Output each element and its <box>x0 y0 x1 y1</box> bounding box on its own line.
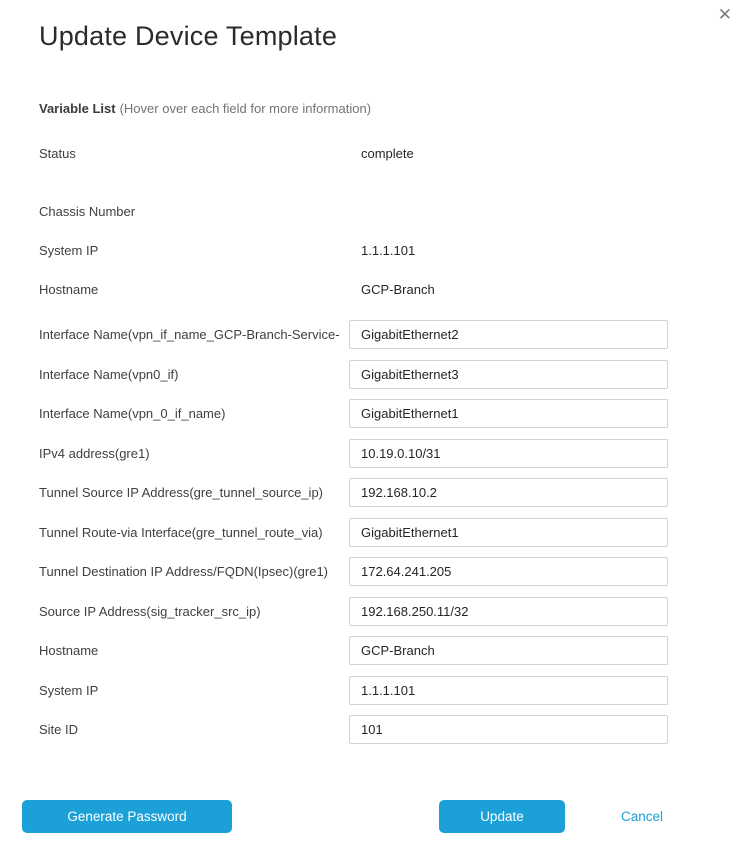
input-row-tunnel-route-via-interface <box>39 518 668 547</box>
input-row-site-id <box>39 715 668 744</box>
input-row-system-ip <box>39 676 668 705</box>
variable-list-heading: Variable List <box>39 101 116 116</box>
interface-name-service-vpn-input[interactable] <box>349 320 668 349</box>
static-row-system-ip <box>39 242 668 258</box>
variable-list-hint: (Hover over each field for more information) <box>119 101 372 116</box>
field-label: Site ID <box>39 722 79 737</box>
cancel-button[interactable]: Cancel <box>620 809 663 824</box>
field-value: GCP-Branch <box>361 281 435 297</box>
field-value: complete <box>361 145 414 161</box>
field-label: Hostname <box>39 643 99 658</box>
input-row-interface-name-service-vpn <box>39 320 668 349</box>
field-label: Tunnel Source IP Address(gre_tunnel_source_ip) <box>39 485 324 500</box>
system-ip-input[interactable] <box>349 676 668 705</box>
field-label: Source IP Address(sig_tracker_src_ip) <box>39 603 261 619</box>
generate-password-button[interactable]: Generate Password <box>22 800 232 833</box>
tunnel-route-via-interface-input[interactable] <box>349 518 668 547</box>
field-label: Interface Name(vpn_0_if_name) <box>39 406 226 421</box>
variable-list-header <box>0 101 752 116</box>
field-label: Tunnel Destination IP Address/FQDN(Ipsec)(gre1) <box>39 564 329 579</box>
field-label: IPv4 address(gre1) <box>39 445 150 461</box>
field-label: Interface Name(vpn0_if) <box>39 366 179 382</box>
field-label: Hostname <box>39 281 99 297</box>
input-row-interface-name-vpn-0-if-name <box>39 399 668 428</box>
field-label: Tunnel Route-via Interface(gre_tunnel_route_via) <box>39 524 323 540</box>
dialog-footer <box>0 800 752 833</box>
dialog-title: Update Device Template <box>39 21 338 51</box>
input-row-interface-name-vpn0-if <box>39 360 668 389</box>
site-id-input[interactable] <box>349 715 668 744</box>
hostname-input[interactable] <box>349 636 668 665</box>
source-ip-address-input[interactable] <box>349 597 668 626</box>
static-row-hostname <box>39 281 668 297</box>
field-label: Chassis Number <box>39 203 136 219</box>
variable-form <box>0 145 752 744</box>
field-label: Status <box>39 145 76 161</box>
update-button[interactable]: Update <box>439 800 565 833</box>
field-label: Interface Name(vpn_if_name_GCP-Branch-Service- <box>39 327 340 342</box>
input-row-hostname <box>39 636 668 665</box>
static-row-status <box>39 145 668 161</box>
input-row-tunnel-destination-ip <box>39 557 668 586</box>
field-label: System IP <box>39 242 99 258</box>
tunnel-source-ip-input[interactable] <box>349 478 668 507</box>
input-row-tunnel-source-ip <box>39 478 668 507</box>
close-icon[interactable]: ✕ <box>717 5 732 24</box>
field-label: System IP <box>39 682 99 698</box>
input-row-source-ip-address <box>39 597 668 626</box>
field-value: 1.1.1.101 <box>361 242 416 258</box>
ipv4-address-gre1-input[interactable] <box>349 439 668 468</box>
static-row-chassis-number <box>39 203 668 219</box>
interface-name-vpn-0-if-name-input[interactable] <box>349 399 668 428</box>
interface-name-vpn0-if-input[interactable] <box>349 360 668 389</box>
tunnel-destination-ip-input[interactable] <box>349 557 668 586</box>
input-row-ipv4-address-gre1 <box>39 439 668 468</box>
